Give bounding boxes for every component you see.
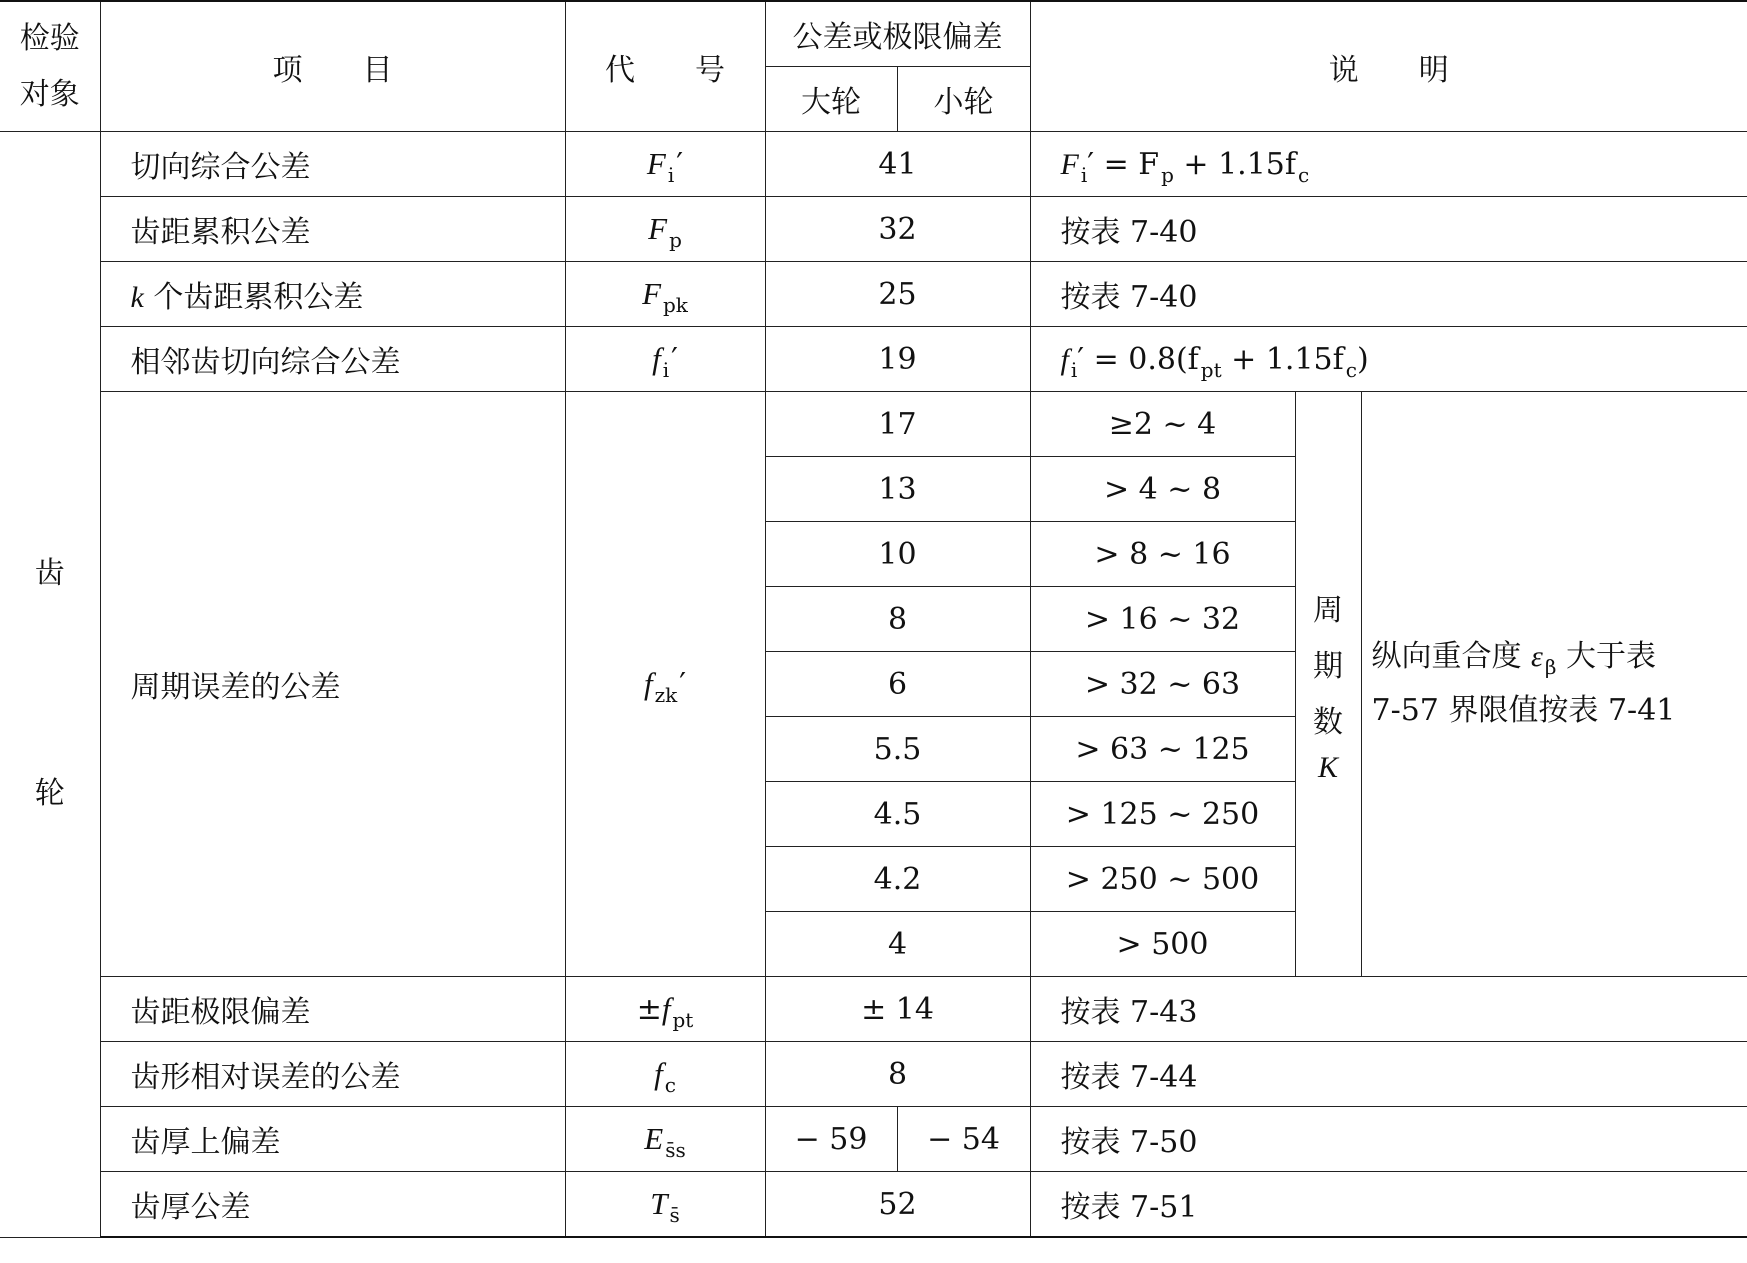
tolerance-value: 19 xyxy=(765,327,1030,392)
periodic-range: > 125 ~ 250 xyxy=(1030,782,1295,847)
table-row xyxy=(0,977,1747,1042)
item-name: 齿形相对误差的公差 xyxy=(100,1042,565,1107)
table-row xyxy=(0,392,1747,457)
symbol: f $_i$′ xyxy=(565,327,765,392)
header-big-wheel: 大轮 xyxy=(765,67,897,132)
periodic-value: 8 xyxy=(765,587,1030,652)
periodic-note: 纵向重合度 ε $_\beta$ 大于表 7-57 界限值按表 7-41 xyxy=(1361,392,1747,977)
table-row xyxy=(0,1042,1747,1107)
item-name: 齿厚上偏差 xyxy=(100,1107,565,1172)
symbol: ±f $_{pt}$ xyxy=(565,977,765,1042)
header-explain: 说 明 xyxy=(1030,1,1747,132)
periodic-range: > 250 ~ 500 xyxy=(1030,847,1295,912)
explain-text: 按表 7-40 xyxy=(1030,197,1747,262)
periodic-range: > 16 ~ 32 xyxy=(1030,587,1295,652)
periodic-value: 6 xyxy=(765,652,1030,717)
header-tolerance: 公差或极限偏差 xyxy=(765,1,1030,67)
table-row xyxy=(0,1107,1747,1172)
symbol: f $_c$ xyxy=(565,1042,765,1107)
item-name: 切向综合公差 xyxy=(100,132,565,197)
periodic-range: > 32 ~ 63 xyxy=(1030,652,1295,717)
tolerance-value: 32 xyxy=(765,197,1030,262)
symbol: F $_p$ xyxy=(565,197,765,262)
explain-text: 按表 7-50 xyxy=(1030,1107,1747,1172)
periodic-value: 17 xyxy=(765,392,1030,457)
explain-formula: F $_i$′ = F $_p$ + 1.15f $_c$ xyxy=(1030,132,1747,197)
table-row xyxy=(0,1172,1747,1238)
periodic-range: ≥2 ~ 4 xyxy=(1030,392,1295,457)
header-item: 项 目 xyxy=(100,1,565,132)
tolerance-value: ± 14 xyxy=(765,977,1030,1042)
explain-text: 按表 7-44 xyxy=(1030,1042,1747,1107)
tolerance-value: 52 xyxy=(765,1172,1030,1238)
item-name: 相邻齿切向综合公差 xyxy=(100,327,565,392)
tolerance-value-small: − 54 xyxy=(897,1107,1030,1172)
explain-text: 按表 7-43 xyxy=(1030,977,1747,1042)
item-name: 齿厚公差 xyxy=(100,1172,565,1238)
periodic-k-label: 周 期 数 K xyxy=(1295,392,1361,977)
explain-text: 按表 7-40 xyxy=(1030,262,1747,327)
periodic-value: 4.2 xyxy=(765,847,1030,912)
periodic-range: > 8 ~ 16 xyxy=(1030,522,1295,587)
item-name: 齿距极限偏差 xyxy=(100,977,565,1042)
item-name: 齿距累积公差 xyxy=(100,197,565,262)
tolerance-value: 8 xyxy=(765,1042,1030,1107)
periodic-value: 4 xyxy=(765,912,1030,977)
periodic-range: > 63 ~ 125 xyxy=(1030,717,1295,782)
table-row xyxy=(0,132,1747,197)
explain-formula: f $_i$′ = 0.8(f $_{pt}$ + 1.15f $_c$) xyxy=(1030,327,1747,392)
header-row xyxy=(0,1,1747,67)
symbol: f $_{zk}$′ xyxy=(565,392,765,977)
symbol: T $_{s̄}$ xyxy=(565,1172,765,1238)
object-name: 齿 轮 xyxy=(0,132,100,1238)
periodic-value: 5.5 xyxy=(765,717,1030,782)
symbol: F $_{pk}$ xyxy=(565,262,765,327)
header-code: 代 号 xyxy=(565,1,765,132)
tolerance-value: 25 xyxy=(765,262,1030,327)
explain-text: 按表 7-51 xyxy=(1030,1172,1747,1238)
table-row xyxy=(0,197,1747,262)
item-name: k 个齿距累积公差 xyxy=(100,262,565,327)
header-object: 检验 对象 xyxy=(0,1,100,132)
symbol: E $_{s̄s}$ xyxy=(565,1107,765,1172)
symbol: F $_i$′ xyxy=(565,132,765,197)
periodic-range: > 4 ~ 8 xyxy=(1030,457,1295,522)
periodic-range: > 500 xyxy=(1030,912,1295,977)
tolerance-value: 41 xyxy=(765,132,1030,197)
periodic-value: 13 xyxy=(765,457,1030,522)
table-row xyxy=(0,327,1747,392)
periodic-value: 10 xyxy=(765,522,1030,587)
tolerance-value-big: − 59 xyxy=(765,1107,897,1172)
header-small-wheel: 小轮 xyxy=(897,67,1030,132)
periodic-value: 4.5 xyxy=(765,782,1030,847)
table-row xyxy=(0,262,1747,327)
item-name: 周期误差的公差 xyxy=(100,392,565,977)
